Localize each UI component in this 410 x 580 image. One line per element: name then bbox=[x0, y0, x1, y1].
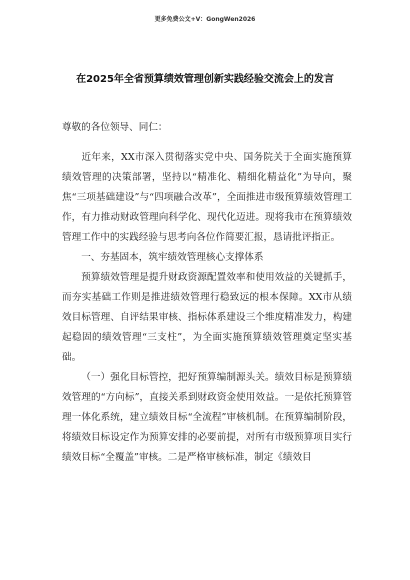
section-heading-1: 一、夯基固本，筑牢绩效管理核心支撑体系 bbox=[81, 252, 264, 263]
document-body bbox=[62, 118, 352, 468]
document-title: 在2025年全省预算绩效管理创新实践经验交流会上的发言 bbox=[76, 74, 334, 85]
paragraph-intro: 近年来，XX市深入贯彻落实党中央、国务院关于全面实施预算绩效管理的决策部署，坚持以“精准化、精细化精益化”为导向，聚焦“三项基础建设”与“四项融合改革”，全面推进市级预算绩效管理工作，有力推动财政管理向科学化、现代化迈进。现将我市在预算绩效管理工作中的实践经验与思考向各位作简要汇报，恳请批评指正。 bbox=[62, 152, 352, 243]
paragraph-subsection-1: （一）强化目标管控，把好预算编制源头关。绩效目标是预算绩效管理的“方向标”，直接关系到财政资金使用效益。一是依托预算管理一体化系统，建立绩效目标“全流程”审核机制。在预算编制阶段，将绩效目标设定作为预算安排的必要前提，对所有市级预算项目实行绩效目标“全覆盖”审核。二是严格审核标准，制定《绩效目 bbox=[62, 372, 352, 463]
salutation: 尊敬的各位领导、同仁： bbox=[62, 122, 168, 133]
header-note: 更多免费公文+V：GongWen2026 bbox=[154, 16, 256, 23]
paragraph-section-1: 预算绩效管理是提升财政资源配置效率和使用效益的关键抓手，而夯实基础工作则是推进绩效管理行稳致远的根本保障。XX市从绩效目标管理、自评结果审核、指标体系建设三个维度精准发力，构建起稳固的绩效管理“三支柱”，为全面实施预算绩效管理奠定坚实基础。 bbox=[62, 272, 352, 363]
